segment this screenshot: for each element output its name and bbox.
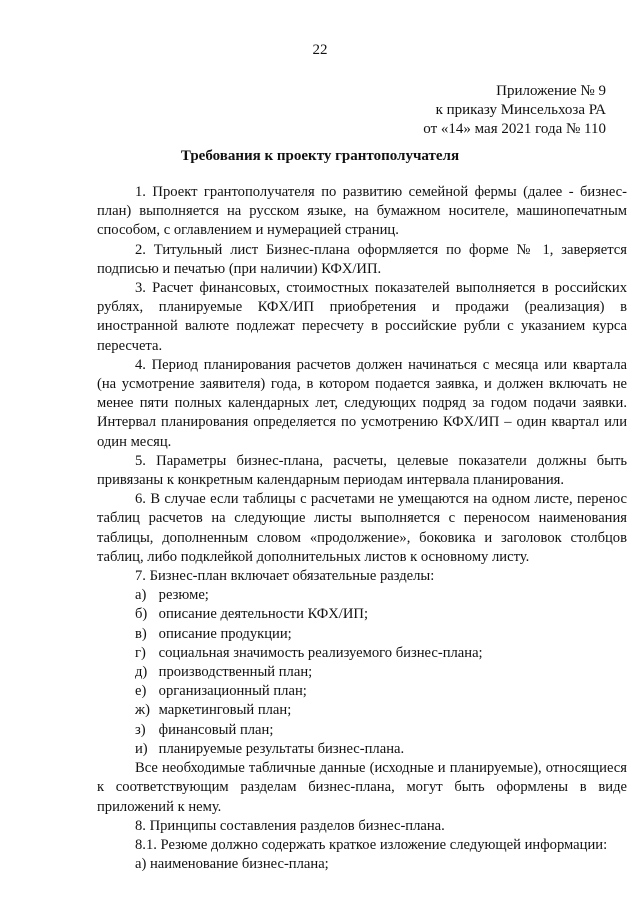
list-item [97, 721, 627, 740]
paragraph-7: 7. Бизнес-план включает обязательные разделы: [135, 568, 435, 585]
sections-list [97, 586, 627, 759]
list-marker: е) [135, 683, 147, 700]
paragraph-6: 6. В случае если таблицы с расчетами не умещаются на одном листе, перенос таблиц расчетов на следующие листы выполняется с переносом наименования таблицы, дополненным словом «продолжение», боковика и заголовок столбцов таблиц, либо подклейкой дополнительных листов к основному листу. [97, 491, 627, 565]
paragraph-8-1-a: а) наименование бизнес-плана; [135, 856, 329, 873]
list-item-text: маркетинговый план; [158, 702, 292, 719]
paragraph-tables-note: Все необходимые табличные данные (исходные и планируемые), относящиеся к соответствующим разделам бизнес-плана, могут быть оформлены в виде приложений к нему. [97, 760, 627, 815]
paragraph-8: 8. Принципы составления разделов бизнес-плана. [135, 817, 445, 834]
paragraph-2: 2. Титульный лист Бизнес-плана оформляется по форме № 1, заверяется подписью и печатью (при наличии) КФХ/ИП. [97, 241, 627, 277]
list-marker: б) [135, 606, 148, 623]
list-item-text: производственный план; [158, 664, 313, 681]
list-item [97, 663, 627, 682]
paragraph-4: 4. Период планирования расчетов должен начинаться с месяца или квартала (на усмотрение заявителя) года, в котором подается заявка, и должен включать не менее пяти полных календарных лет, следующих подряд за годом подачи заявки. Интервал планирования определяется по усмотрению КФХ/ИП – один квартал или один месяц. [97, 356, 627, 450]
paragraph-1: 1. Проект грантополучателя по развитию семейной фермы (далее - бизнес-план) выполняется на русском языке, на бумажном носителе, машинопечатным способом, с оглавлением и нумерацией страниц. [97, 184, 627, 239]
list-marker: д) [135, 664, 148, 681]
paragraph-8-1: 8.1. Резюме должно содержать краткое изложение следующей информации: [135, 836, 608, 853]
list-marker: а) [135, 587, 147, 604]
list-marker: ж) [135, 702, 150, 719]
appendix-line-1: Приложение № 9 [496, 83, 606, 99]
list-item [97, 586, 627, 605]
document-body [97, 183, 627, 874]
list-item-text: социальная значимость реализуемого бизнес-плана; [158, 644, 483, 661]
appendix-line-3: от «14» мая 2021 года № 110 [423, 121, 606, 137]
list-item-text: организационный план; [158, 683, 307, 700]
list-marker: г) [135, 644, 146, 661]
list-item [97, 605, 627, 624]
list-marker: в) [135, 625, 147, 642]
document-title: Требования к проекту грантополучателя [180, 148, 460, 164]
list-item-text: финансовый план; [158, 721, 274, 738]
list-item-text: описание продукции; [158, 625, 292, 642]
list-item [97, 625, 627, 644]
list-item [97, 682, 627, 701]
page-number: 22 [312, 42, 328, 58]
paragraph-5: 5. Параметры бизнес-плана, расчеты, целевые показатели должны быть привязаны к конкретным календарным периодам интервала планирования. [97, 452, 627, 489]
list-marker: з) [135, 721, 146, 738]
list-marker: и) [135, 740, 148, 757]
list-item-text: описание деятельности КФХ/ИП; [158, 606, 368, 623]
list-item-text: резюме; [158, 587, 209, 604]
appendix-reference [376, 82, 606, 139]
appendix-line-2: к приказу Минсельхоза РА [435, 102, 606, 118]
list-item [97, 701, 627, 720]
list-item-text: планируемые результаты бизнес-плана. [158, 740, 405, 757]
list-item [97, 644, 627, 663]
paragraph-3: 3. Расчет финансовых, стоимостных показателей выполняется в российских рублях, планируемые КФХ/ИП приобретения и продажи (реализация) в иностранной валюте подлежат пересчету в российские рубли с указанием курса пересчета. [97, 280, 627, 354]
list-item [97, 740, 627, 759]
